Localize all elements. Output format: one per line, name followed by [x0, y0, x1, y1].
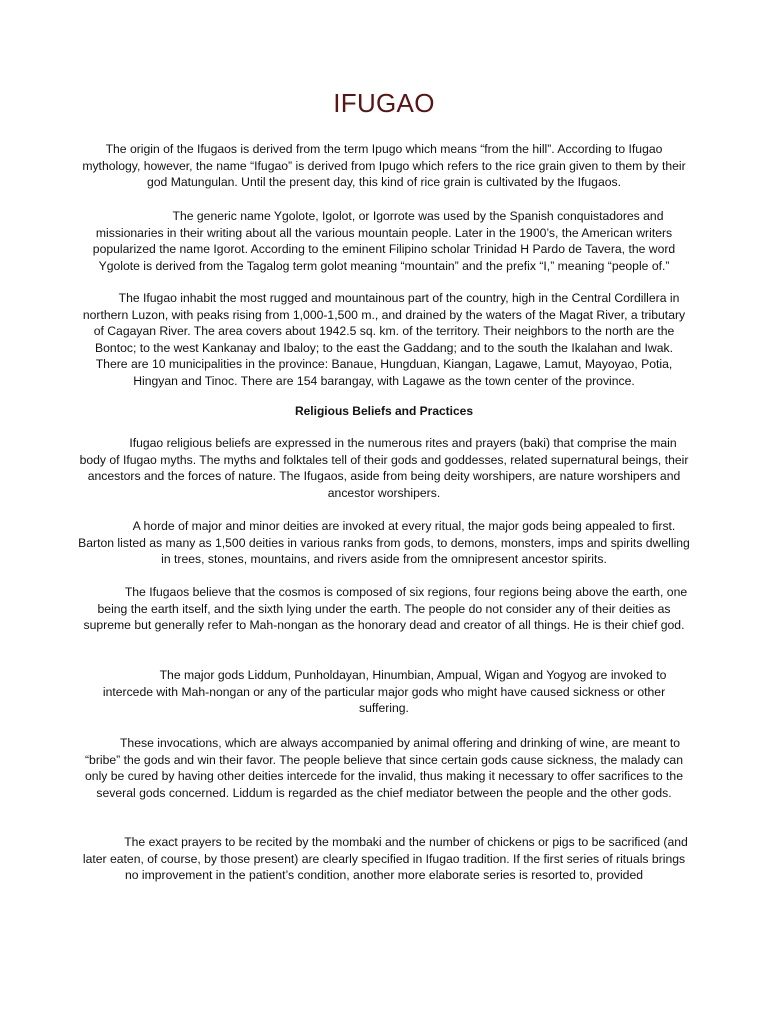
page-title: IFUGAO	[333, 88, 435, 118]
paragraph-major-gods: The major gods Liddum, Punholdayan, Hinumbian, Ampual, Wigan and Yogyog are invoked to intercede with Mah-nongan or any of the particular major gods who might have caused sickness or other suffering.	[102, 668, 667, 716]
section-heading: Religious Beliefs and Practices	[294, 404, 474, 418]
paragraph-cosmos: The Ifugaos believe that the cosmos is composed of six regions, four regions being above the earth, one being the earth itself, and the sixth lying under the earth. The people do not consider any of their deities as supreme but generally refer to Mah-nongan as the honorary dead and creator of all things. He is their chief god.	[83, 585, 688, 633]
document-page	[78, 0, 690, 1024]
paragraph-deities: A horde of major and minor deities are invoked at every ritual, the major gods being appealed to first. Barton listed as many as 1,500 deities in various ranks from gods, to demons, monsters, imps and spirits dwelling in trees, stones, mountains, and rivers aside from the omnipresent ancestor spirits.	[78, 519, 690, 567]
paragraph-prayers: The exact prayers to be recited by the mombaki and the number of chickens or pigs to be sacrificed (and later eaten, of course, by those present) are clearly specified in Ifugao tradition. If the first series of rituals brings no improvement in the patient’s condition, another more elaborate series is resorted to, provided	[82, 835, 688, 883]
paragraph-origin: The origin of the Ifugaos is derived from the term Ipugo which means “from the hill”. According to Ifugao mythology, however, the name “Ifugao” is derived from Ipugo which refers to the rice grain given to them by their god Matungulan. Until the present day, this kind of rice grain is cultivated by the Ifugaos.	[82, 142, 686, 190]
paragraph-religious-beliefs: Ifugao religious beliefs are expressed in the numerous rites and prayers (baki) that comprise the main body of Ifugao myths. The myths and folktales tell of their gods and goddesses, related supernatural beings, their ancestors and the forces of nature. The Ifugaos, aside from being deity worshipers, are nature worshipers and ancestor worshipers.	[79, 436, 689, 500]
paragraph-geography: The Ifugao inhabit the most rugged and mountainous part of the country, high in the Central Cordillera in northern Luzon, with peaks rising from 1,000-1,500 m., and drained by the waters of the Magat River, a tributary of Cagayan River. The area covers about 1942.5 sq. km. of the territory. Their neighbors to the north are the Bontoc; to the west Kankanay and Ibaloy; to the east the Gaddang; and to the south the Ikalahan and Iwak. There are 10 municipalities in the province: Banaue, Hungduan, Kiangan, Lagawe, Lamut, Mayoyao, Potia, Hingyan and Tinoc. There are 154 barangay, with Lagawe as the town center of the province.	[82, 291, 686, 388]
paragraph-invocations: These invocations, which are always accompanied by animal offering and drinking of wine, are meant to “bribe” the gods and win their favor. The people believe that since certain gods cause sickness, the malady can only be cured by having other deities intercede for the invalid, thus making it necessary to offer sacrifices to the several gods concerned. Liddum is regarded as the chief mediator between the people and the other gods.	[85, 736, 683, 800]
paragraph-generic-name: The generic name Ygolote, Igolot, or Igorrote was used by the Spanish conquistadores and missionaries in their writing about all the various mountain people. Later in the 1900’s, the American writers popularized the name Igorot. According to the eminent Filipino scholar Trinidad H Pardo de Tavera, the word Ygolote is derived from the Tagalog term golot meaning “mountain” and the prefix “I,” meaning “people of.”	[92, 209, 676, 273]
